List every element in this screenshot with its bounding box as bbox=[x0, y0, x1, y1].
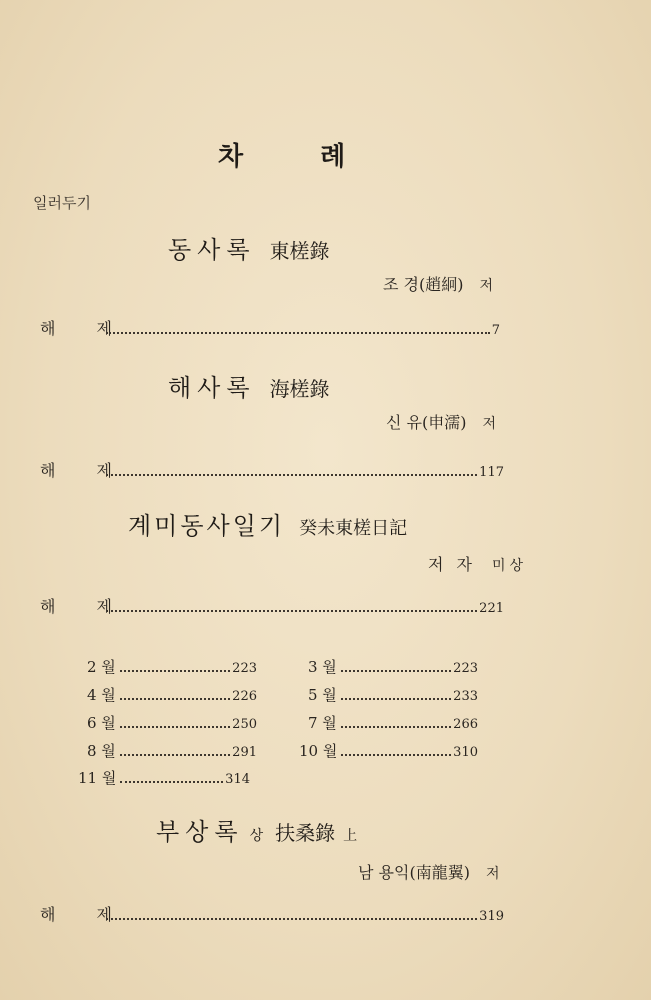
section-title-hanja: 東槎錄 bbox=[269, 239, 330, 263]
month-entry[interactable]: 3 월 223 bbox=[308, 658, 478, 676]
section-author-3 bbox=[428, 552, 527, 575]
section-title-hanja: 癸未東槎日記 bbox=[299, 518, 408, 539]
section-author-4 bbox=[358, 860, 499, 883]
section-author-1 bbox=[383, 272, 493, 295]
month-entry[interactable]: 4 월 226 bbox=[87, 686, 257, 704]
month-entry[interactable]: 10 월 310 bbox=[299, 742, 478, 760]
leader-dots bbox=[106, 473, 477, 476]
leader-dots bbox=[106, 917, 477, 920]
section-title-hanja-small: 上 bbox=[343, 828, 358, 844]
section-title-korean: 부상록 bbox=[156, 818, 244, 846]
month-entry[interactable]: 5 월 233 bbox=[308, 686, 478, 704]
section-title-4 bbox=[156, 812, 357, 847]
author-name: 남 용익(南龍翼) bbox=[358, 863, 470, 882]
author-name: 조 경(趙絅) bbox=[383, 275, 464, 294]
section-title-hanja: 海槎錄 bbox=[269, 377, 330, 401]
month-entry[interactable]: 7 월 266 bbox=[308, 714, 478, 732]
toc-entry-1[interactable] bbox=[40, 316, 500, 339]
toc-entry-label: 해 제 bbox=[40, 461, 130, 480]
toc-entry-page: 221 bbox=[479, 601, 504, 616]
toc-entry-label: 해 제 bbox=[40, 905, 130, 924]
toc-entry-page: 319 bbox=[479, 909, 504, 924]
toc-entry-4[interactable] bbox=[40, 902, 504, 925]
month-entry[interactable]: 8 월 291 bbox=[87, 742, 257, 760]
notes-label: 일러두기 bbox=[33, 194, 91, 212]
section-title-korean: 동사록 bbox=[168, 236, 256, 264]
toc-entry-label: 해 제 bbox=[40, 319, 130, 338]
toc-entry-2[interactable] bbox=[40, 458, 504, 481]
author-suffix: 저 bbox=[482, 416, 497, 432]
leader-dots bbox=[106, 609, 477, 612]
month-entry[interactable]: 6 월 250 bbox=[87, 714, 257, 732]
section-title-3 bbox=[128, 506, 407, 541]
toc-entry-label: 해 제 bbox=[40, 597, 130, 616]
author-name: 신 유(申濡) bbox=[386, 413, 467, 432]
page-title: 차 례 bbox=[218, 142, 380, 172]
section-title-hanja: 扶桑錄 bbox=[275, 821, 336, 845]
month-entry[interactable]: 11 월 314 bbox=[78, 769, 250, 787]
month-entry[interactable]: 2 월 223 bbox=[87, 658, 257, 676]
section-title-1 bbox=[168, 230, 330, 265]
toc-entry-page: 117 bbox=[479, 465, 504, 480]
author-suffix: 저 bbox=[485, 866, 500, 882]
section-title-korean: 계미동사일기 bbox=[128, 512, 286, 540]
author-name: 저 자 bbox=[428, 555, 476, 574]
toc-entry-3[interactable] bbox=[40, 594, 504, 617]
section-author-2 bbox=[386, 410, 496, 433]
author-suffix: 미상 bbox=[492, 558, 528, 574]
author-suffix: 저 bbox=[479, 278, 494, 294]
section-title-korean-small: 상 bbox=[249, 828, 264, 844]
toc-entry-page: 7 bbox=[491, 323, 500, 338]
leader-dots bbox=[106, 331, 490, 334]
section-title-korean: 해사록 bbox=[168, 374, 256, 402]
section-title-2 bbox=[168, 368, 330, 403]
